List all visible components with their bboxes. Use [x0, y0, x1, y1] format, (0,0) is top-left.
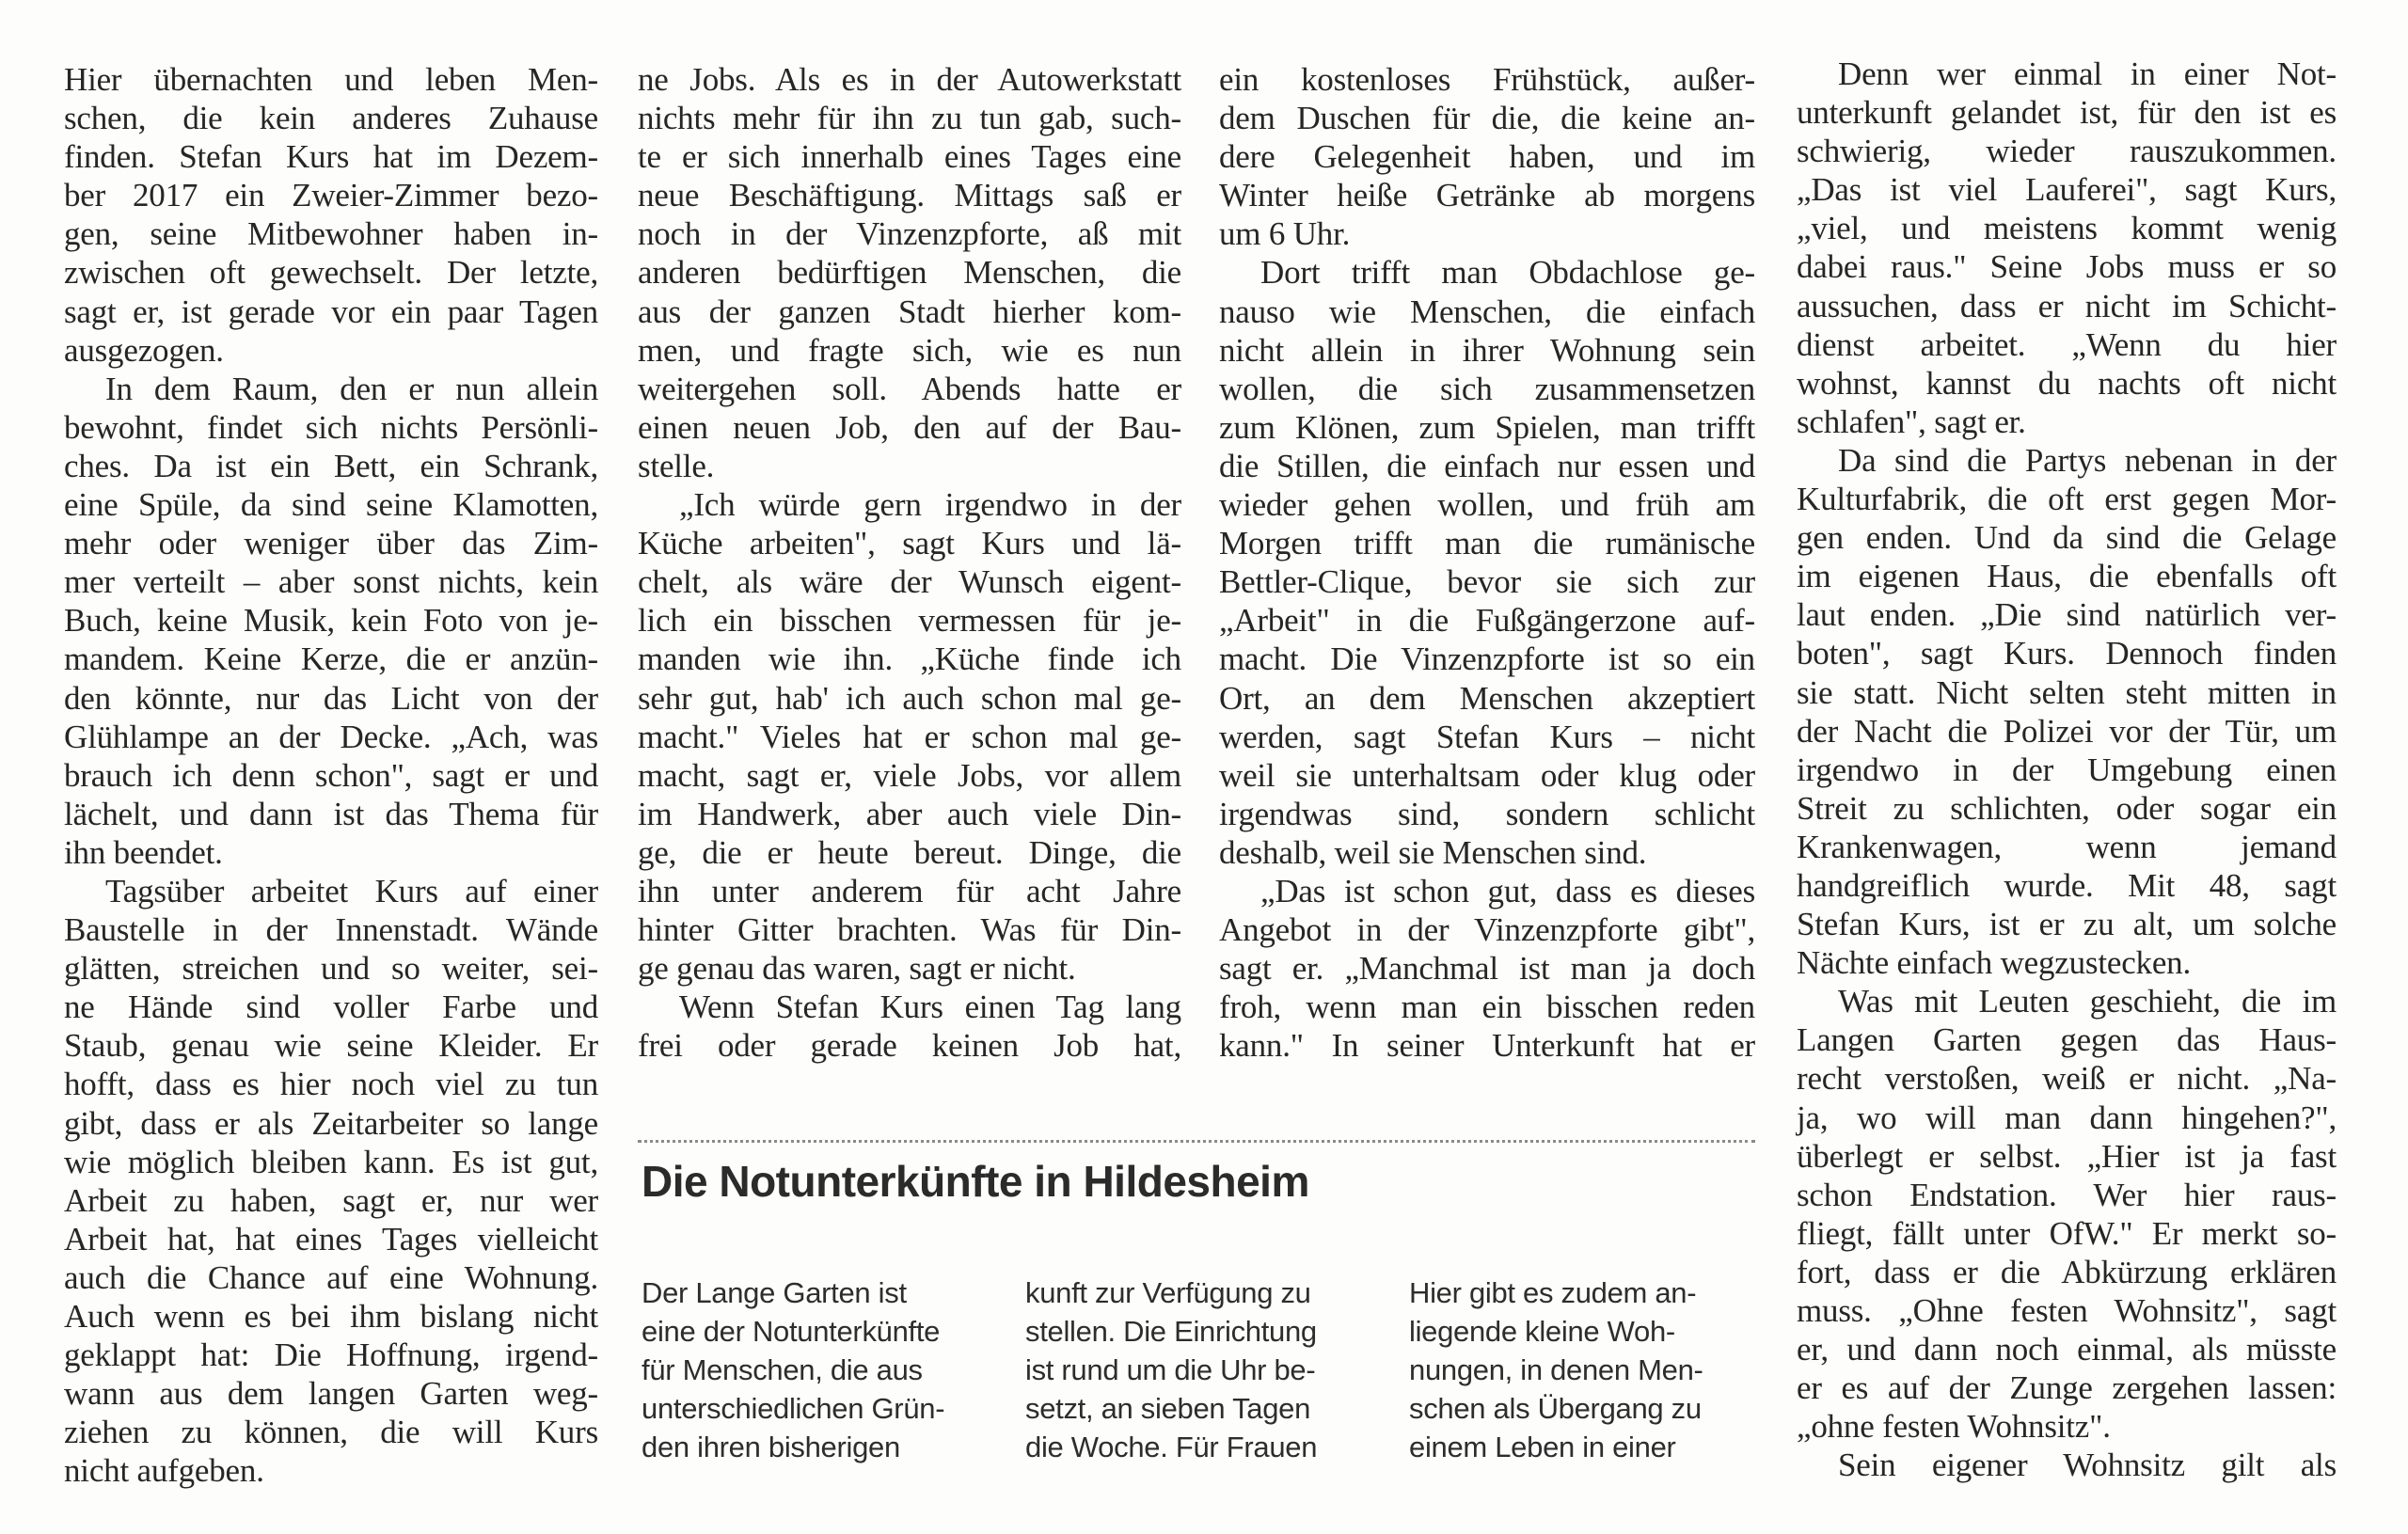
article-column-4	[1797, 55, 2337, 1484]
text-line: dabei raus." Seine Jobs muss er so	[1797, 248, 2337, 286]
text-line: deshalb, weil sie Menschen sind.	[1219, 833, 1647, 871]
text-line: handgreiflich wurde. Mit 48, sagt	[1797, 866, 2337, 904]
text-line: ja, wo will man dann hingehen?",	[1797, 1099, 2337, 1136]
text-line: um 6 Uhr.	[1219, 215, 1351, 253]
text-line: wollen, die sich zusammensetzen	[1219, 370, 1755, 407]
text-line: sagt er, ist gerade vor ein paar Tagen	[64, 293, 598, 330]
text-line: Krankenwagen, wenn jemand	[1797, 828, 2337, 865]
box-text-line: schen als Übergang zu	[1409, 1392, 1702, 1425]
article-column-2	[638, 60, 1181, 1065]
text-line: nicht allein in ihrer Wohnung sein	[1219, 331, 1755, 369]
text-line: brauch ich denn schon", sagt er und	[64, 756, 598, 794]
text-line: weitergehen soll. Abends hatte er	[638, 370, 1181, 407]
text-line: er, und dann noch einmal, als müsste	[1797, 1331, 2337, 1368]
text-line: er es auf der Zunge zergehen lassen:	[1797, 1369, 2337, 1407]
text-line: Denn wer einmal in einer Not-	[1838, 55, 2337, 92]
text-line: ausgezogen.	[64, 331, 224, 369]
box-text-line: setzt, an sieben Tagen	[1025, 1392, 1311, 1425]
text-line: hofft, dass es hier noch viel zu tun	[64, 1066, 598, 1103]
text-line: schen, die kein anderes Zuhause	[64, 100, 598, 137]
text-line: chelt, als wäre der Wunsch eigent-	[638, 563, 1181, 601]
text-line: noch in der Vinzenzpforte, aß mit	[638, 215, 1181, 253]
box-text-line: kunft zur Verfügung zu	[1025, 1276, 1311, 1309]
text-line: im eigenen Haus, die ebenfalls oft	[1797, 558, 2337, 595]
text-line: mandem. Keine Kerze, die er anzün-	[64, 640, 598, 678]
text-line: den könnte, nur das Licht von der	[64, 679, 598, 717]
text-line: unterkunft gelandet ist, für den ist es	[1797, 94, 2337, 132]
box-text-line: stellen. Die Einrichtung	[1025, 1315, 1317, 1348]
box-column-1	[642, 1273, 999, 1466]
text-line: neue Beschäftigung. Mittags saß er	[638, 177, 1181, 214]
text-line: ge genau das waren, sagt er nicht.	[638, 950, 1076, 988]
text-line: „Das ist viel Lauferei", sagt Kurs,	[1797, 171, 2337, 209]
text-line: irgendwo in der Umgebung einen	[1797, 751, 2337, 788]
text-line: laut enden. „Die sind natürlich ver-	[1797, 596, 2337, 634]
text-line: wann aus dem langen Garten weg-	[64, 1375, 598, 1413]
text-line: Auch wenn es bei ihm bislang nicht	[64, 1298, 598, 1335]
text-line: Arbeit hat, hat eines Tages vielleicht	[64, 1220, 598, 1257]
text-line: In dem Raum, den er nun allein	[105, 370, 598, 407]
text-line: manden wie ihn. „Küche finde ich	[638, 640, 1181, 678]
text-line: recht verstoßen, weiß er nicht. „Na-	[1797, 1060, 2337, 1098]
text-line: Winter heiße Getränke ab morgens	[1219, 177, 1755, 214]
text-line: dem Duschen für die, die keine an-	[1219, 100, 1755, 137]
text-line: macht." Vieles hat er schon mal ge-	[638, 718, 1181, 755]
text-line: ches. Da ist ein Bett, ein Schrank,	[64, 447, 598, 484]
text-line: lächelt, und dann ist das Thema für	[64, 795, 598, 832]
text-line: schlafen", sagt er.	[1797, 403, 2026, 440]
text-line: gen enden. Und da sind die Gelage	[1797, 519, 2337, 557]
text-line: muss. „Ohne festen Wohnsitz", sagt	[1797, 1292, 2337, 1329]
article-column-1	[64, 60, 598, 1490]
text-line: men, und fragte sich, wie es nun	[638, 331, 1181, 369]
text-line: ihn beendet.	[64, 833, 223, 871]
text-line: sie statt. Nicht selten steht mitten in	[1797, 673, 2337, 711]
text-line: Arbeit zu haben, sagt er, nur wer	[64, 1181, 598, 1219]
text-line: „viel, und meistens kommt wenig	[1797, 210, 2337, 247]
text-line: eine Spüle, da sind seine Klamotten,	[64, 486, 598, 524]
text-line: nicht aufgeben.	[64, 1452, 264, 1490]
box-text-line: für Menschen, die aus	[642, 1353, 923, 1386]
box-text-line: eine der Notunterkünfte	[642, 1315, 941, 1348]
text-line: fliegt, fällt unter OfW." Er merkt so-	[1797, 1214, 2337, 1252]
box-headline: Die Notunterkünfte in Hildesheim	[642, 1157, 1309, 1206]
text-line: Streit zu schlichten, oder sogar ein	[1797, 789, 2337, 827]
text-line: mehr oder weniger über das Zim-	[64, 525, 598, 562]
text-line: Langen Garten gegen das Haus-	[1797, 1021, 2337, 1059]
text-line: „Das ist schon gut, dass es dieses	[1260, 872, 1755, 909]
text-line: Da sind die Partys nebenan in der	[1838, 441, 2337, 479]
text-line: kann." In seiner Unterkunft hat er	[1219, 1027, 1755, 1065]
box-text-line: liegende kleine Woh-	[1409, 1315, 1675, 1348]
text-line: schon Endstation. Wer hier raus-	[1797, 1176, 2337, 1213]
text-line: Küche arbeiten", sagt Kurs und lä-	[638, 525, 1181, 562]
text-line: Wenn Stefan Kurs einen Tag lang	[679, 988, 1181, 1026]
text-line: glätten, streichen und so weiter, sei-	[64, 950, 598, 988]
text-line: nichts mehr für ihn zu tun gab, such-	[638, 100, 1181, 137]
box-text-line: ist rund um die Uhr be-	[1025, 1353, 1316, 1386]
text-line: te er sich innerhalb eines Tages eine	[638, 138, 1181, 176]
text-line: schwierig, wieder rauszukommen.	[1797, 133, 2337, 170]
text-line: dere Gelegenheit haben, und im	[1219, 138, 1755, 176]
text-line: Nächte einfach wegzustecken.	[1797, 944, 2192, 982]
text-line: weil sie unterhaltsam oder klug oder	[1219, 756, 1755, 794]
text-line: Angebot in der Vinzenzpforte gibt",	[1219, 911, 1755, 949]
text-line: stelle.	[638, 447, 715, 484]
text-line: macht. Die Vinzenzpforte ist so ein	[1219, 640, 1755, 678]
box-text-line: Hier gibt es zudem an-	[1409, 1276, 1697, 1309]
text-line: ziehen zu können, die will Kurs	[64, 1414, 598, 1451]
text-line: macht, sagt er, viele Jobs, vor allem	[638, 756, 1181, 794]
text-line: anderen bedürftigen Menschen, die	[638, 254, 1181, 292]
text-line: überlegt er selbst. „Hier ist ja fast	[1797, 1137, 2337, 1175]
text-line: gibt, dass er als Zeitarbeiter so lange	[64, 1104, 598, 1142]
text-line: Sein eigener Wohnsitz gilt als	[1838, 1447, 2337, 1484]
text-line: irgendwas sind, sondern schlicht	[1219, 795, 1755, 832]
text-line: wohnst, kannst du nachts oft nicht	[1797, 364, 2337, 402]
text-line: „Arbeit" in die Fußgängerzone auf-	[1219, 602, 1755, 640]
article-column-3	[1219, 60, 1755, 1065]
box-column-3	[1409, 1273, 1766, 1466]
text-line: froh, wenn man ein bisschen reden	[1219, 988, 1755, 1026]
text-line: auch die Chance auf eine Wohnung.	[64, 1258, 598, 1296]
text-line: zum Klönen, zum Spielen, man trifft	[1219, 408, 1755, 446]
text-line: Dort trifft man Obdachlose ge-	[1260, 254, 1755, 292]
text-line: boten", sagt Kurs. Dennoch finden	[1797, 635, 2337, 672]
text-line: sagt er. „Manchmal ist man ja doch	[1219, 950, 1755, 988]
text-line: Buch, keine Musik, kein Foto von je-	[64, 602, 598, 640]
text-line: Morgen trifft man die rumänische	[1219, 525, 1755, 562]
text-line: Baustelle in der Innenstadt. Wände	[64, 911, 598, 949]
text-line: ne Hände sind voller Farbe und	[64, 988, 598, 1026]
text-line: Kulturfabrik, die oft erst gegen Mor-	[1797, 481, 2337, 518]
text-line: die Stillen, die einfach nur essen und	[1219, 447, 1755, 484]
text-line: wieder gehen wollen, und früh am	[1219, 486, 1755, 524]
text-line: lich ein bisschen vermessen für je-	[638, 602, 1181, 640]
text-line: Glühlampe an der Decke. „Ach, was	[64, 718, 598, 755]
text-line: hinter Gitter brachten. Was für Din-	[638, 911, 1181, 949]
text-line: fort, dass er die Abkürzung erklären	[1797, 1253, 2337, 1290]
text-line: ein kostenloses Frühstück, außer-	[1219, 61, 1755, 98]
box-text-line: den ihren bisherigen	[642, 1431, 900, 1463]
box-text-line: die Woche. Für Frauen	[1025, 1431, 1318, 1463]
box-text-line: einem Leben in einer	[1409, 1431, 1676, 1463]
text-line: im Handwerk, aber auch viele Din-	[638, 795, 1181, 832]
text-line: „Ich würde gern irgendwo in der	[679, 486, 1181, 524]
text-line: aus der ganzen Stadt hierher kom-	[638, 293, 1181, 330]
text-line: ihn unter anderem für acht Jahre	[638, 872, 1181, 909]
text-line: aussuchen, dass er nicht im Schicht-	[1797, 287, 2337, 324]
text-line: der Nacht die Polizei vor der Tür, um	[1797, 712, 2337, 750]
text-line: finden. Stefan Kurs hat im Dezem-	[64, 138, 598, 176]
text-line: mer verteilt – aber sonst nichts, kein	[64, 563, 598, 601]
box-column-2	[1025, 1273, 1383, 1466]
text-line: Hier übernachten und leben Men-	[64, 61, 598, 98]
text-line: Stefan Kurs, ist er zu alt, um solche	[1797, 906, 2337, 943]
text-line: zwischen oft gewechselt. Der letzte,	[64, 254, 598, 292]
text-line: „ohne festen Wohnsitz".	[1797, 1408, 2111, 1446]
text-line: Staub, genau wie seine Kleider. Er	[64, 1027, 598, 1065]
text-line: Ort, an dem Menschen akzeptiert	[1219, 679, 1755, 717]
text-line: wie möglich bleiben kann. Es ist gut,	[64, 1143, 598, 1180]
text-line: Tagsüber arbeitet Kurs auf einer	[105, 872, 598, 909]
text-line: ge, die er heute bereut. Dinge, die	[638, 833, 1181, 871]
box-text-line: Der Lange Garten ist	[642, 1276, 907, 1309]
text-line: gen, seine Mitbewohner haben in-	[64, 215, 598, 253]
text-line: dienst arbeitet. „Wenn du hier	[1797, 325, 2337, 363]
text-line: Bettler-Clique, bevor sie sich zur	[1219, 563, 1755, 601]
box-text-line: nungen, in denen Men-	[1409, 1353, 1703, 1386]
box-text-line: unterschiedlichen Grün-	[642, 1392, 945, 1425]
text-line: sehr gut, hab' ich auch schon mal ge-	[638, 679, 1181, 717]
box-divider-rule	[638, 1140, 1755, 1143]
text-line: werden, sagt Stefan Kurs – nicht	[1219, 718, 1755, 755]
text-line: ne Jobs. Als es in der Autowerkstatt	[638, 61, 1181, 98]
text-line: nauso wie Menschen, die einfach	[1219, 293, 1755, 330]
text-line: einen neuen Job, den auf der Bau-	[638, 408, 1181, 446]
text-line: ber 2017 ein Zweier-Zimmer bezo-	[64, 177, 598, 214]
text-line: geklappt hat: Die Hoffnung, irgend-	[64, 1336, 598, 1374]
text-line: bewohnt, findet sich nichts Persönli-	[64, 408, 598, 446]
text-line: Was mit Leuten geschieht, die im	[1838, 983, 2337, 1020]
text-line: frei oder gerade keinen Job hat,	[638, 1027, 1181, 1065]
